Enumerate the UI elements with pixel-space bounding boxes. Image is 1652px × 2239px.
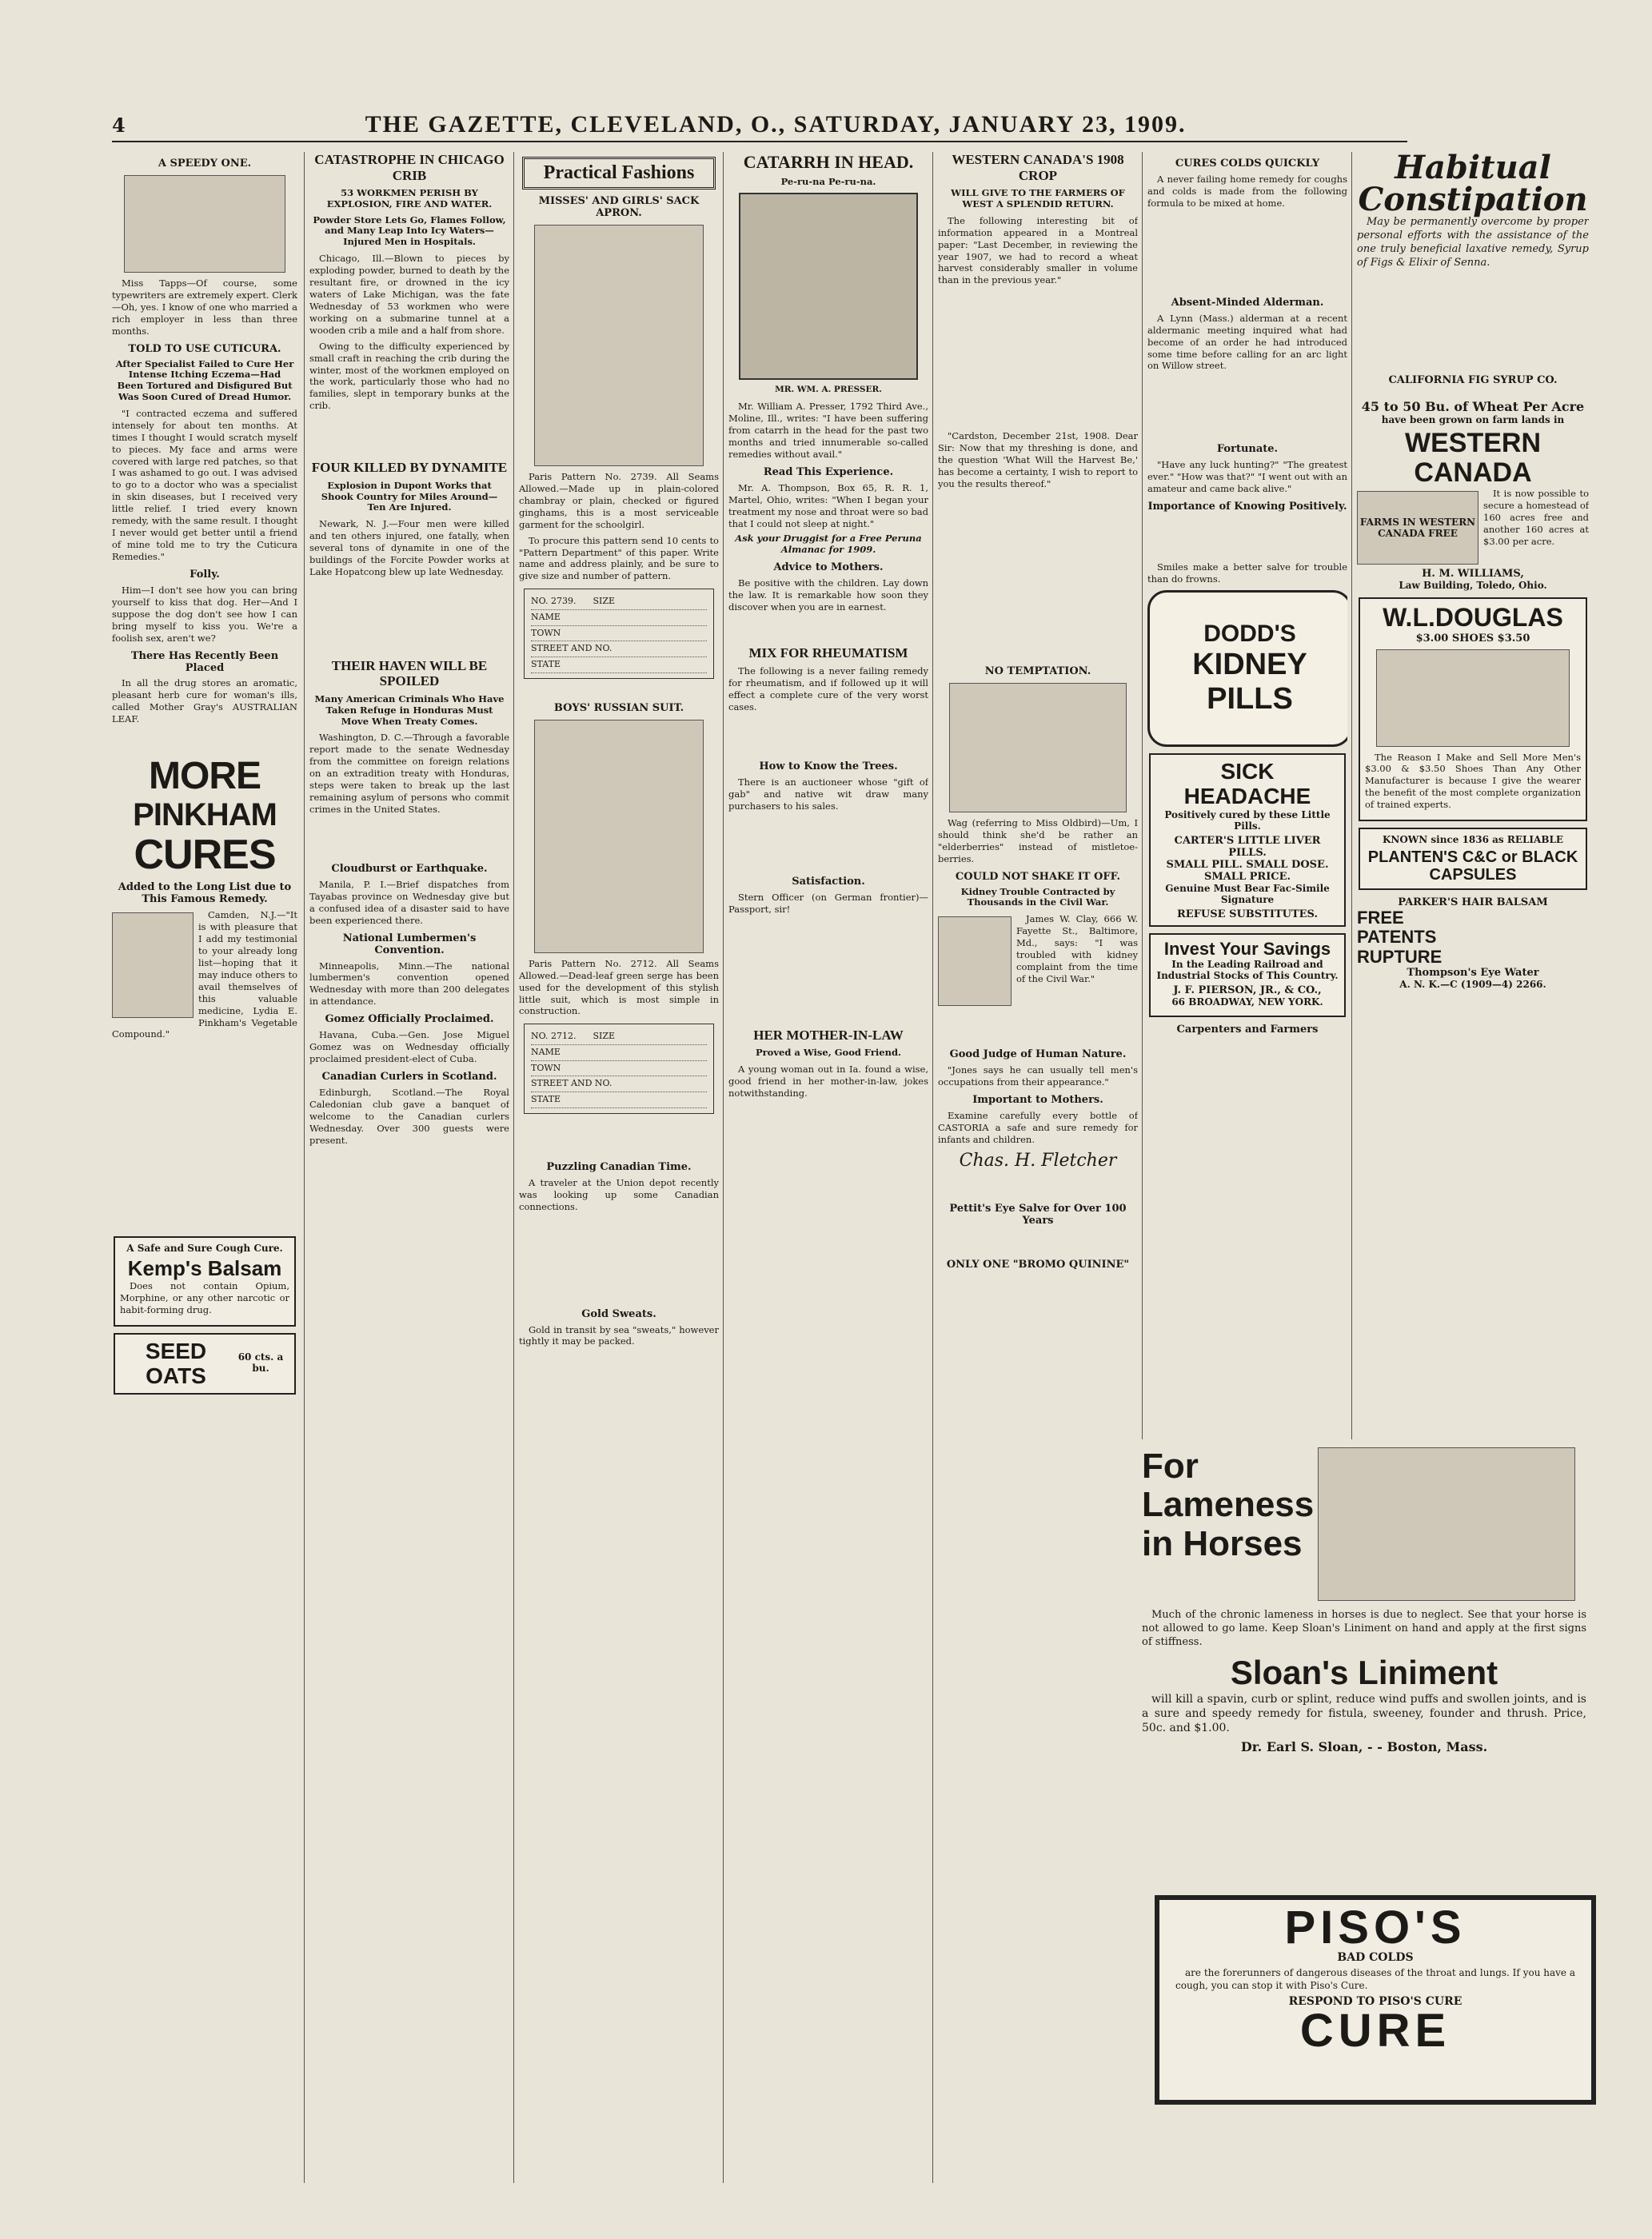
invest-title: Invest Your Savings [1163,938,1331,959]
refuse-label: REFUSE SUBSTITUTES. [1176,908,1318,920]
free-label: FREE [1357,908,1404,928]
catarrh-headline: CATARRH IN HEAD. [743,152,914,172]
apron-illustration [534,225,704,466]
presser-portrait [739,193,918,380]
trees-title: How to Know the Trees. [759,760,898,773]
coupon2-state: STATE [531,1092,707,1108]
puzzling-text: A traveler at the Union depot recently was looking up some Canadian connections. [519,1176,719,1212]
apron-order: To procure this pattern send 10 cents to "Pattern Department" of this paper. Write name and address plainly, and be sure to give size and number of pattern. [519,534,719,582]
important-mothers-text: Examine carefully every bottle of CASTORIA a safe and sure remedy for infants and children. [938,1109,1138,1145]
catastrophe-headline: CATASTROPHE IN CHICAGO CRIB [314,152,505,183]
planten-ad [1359,828,1587,890]
catastrophe-text2: Owing to the difficulty experienced by small craft in reaching the crib during the winter, most of the workmen employed on the work, particularly those who had no families, slept in temporary bunks at the crib. [309,340,509,412]
western-canada-text1: The following interesting bit of information appeared in a Montreal paper: "Last December, in reviewing the year 1907, we had to record a wheat harvest considerably smaller in volume than in the previous year." [938,214,1138,286]
constipation-title: Constipation [1358,181,1588,218]
colds-headline: CURES COLDS QUICKLY [1175,158,1320,170]
suit-title: BOYS' RUSSIAN SUIT. [553,701,684,714]
curlers-title: Canadian Curlers in Scotland. [321,1071,497,1083]
masthead-title: THE GAZETTE, CLEVELAND, O., SATURDAY, JANUARY 23, 1909. [365,111,1187,138]
kidney-title: Kidney Trouble Contracted by Thousands in the Civil War. [960,885,1115,908]
read-experience-title: Read This Experience. [763,465,894,478]
pettit-eye-salve: Pettit's Eye Salve for Over 100 Years [949,1202,1127,1227]
parkers-hair-balsam: PARKER'S HAIR BALSAM [1398,896,1548,909]
satisfaction-text: Stern Officer (on German frontier)—Passport, sir! [728,891,928,915]
coupon1-town: TOWN [531,626,707,642]
rupture-label: RUPTURE [1357,946,1443,967]
douglas-text: The Reason I Make and Sell More Men's $3.00 & $3.50 Shoes Than Any Other Manufacturer is because I give the wearer the benefit of the most complete organization of trained experts. [1365,751,1581,811]
cuticura-title: TOLD TO USE CUTICURA. [128,342,281,355]
dodds-line3: PILLS [1207,681,1293,716]
pisos-sub: BAD COLDS [1337,1951,1414,1964]
planten-lead: KNOWN since 1836 as RELIABLE [1382,834,1564,846]
pisos-respond: RESPOND TO PISO'S CURE [1288,1995,1462,2009]
catarrh-text1: Mr. William A. Presser, 1792 Third Ave., Moline, Ill., writes: "I have been suffering from catarrh in the head for the past two months and tried innumerable so-called remedies without avail." [728,401,928,460]
coupon1-street: STREET AND NO. [531,641,707,657]
puzzling-title: Puzzling Canadian Time. [546,1160,692,1173]
thompson-eye-water: Thompson's Eye Water [1407,966,1539,979]
fletcher-signature: Chas. H. Fletcher [959,1150,1117,1171]
dodds-line1: DODD'S [1203,620,1296,647]
clay-portrait [938,916,1012,1006]
mother-in-law-sub: Proved a Wise, Good Friend. [755,1047,902,1059]
pinkham-cures: CURES [134,832,276,879]
douglas-illustration [1376,649,1570,747]
pinkham-pinkham: PINKHAM [133,797,277,833]
seed-oats-price: 60 cts. a bu. [237,1351,284,1374]
pisos-text: are the forerunners of dangerous diseases of the throat and lungs. If you have a cough, you can stop it with Piso's Cure. [1175,1967,1575,1991]
satisfaction-title: Satisfaction. [792,875,865,888]
planten-title: PLANTEN'S C&C or BLACK CAPSULES [1367,848,1578,884]
coupon2-size: SIZE [593,1031,616,1042]
column-1 [112,152,297,2183]
coupon1-state: STATE [531,657,707,673]
ank-code: A. N. K.—C (1909—4) 2266. [1399,978,1546,990]
douglas-price: $3.00 SHOES $3.50 [1415,632,1530,645]
pierson-name: J. F. PIERSON, JR., & CO., [1173,984,1322,996]
office-illustration [124,175,285,273]
habitual-title: Habitual [1395,152,1551,186]
fortunate-text: "Have any luck hunting?" "The greatest ever." "How was that?" "I went out with an amateur and came back alive." [1147,459,1347,495]
spoiled-text: Washington, D. C.—Through a favorable report made to the senate Wednesday from the committee on foreign relations on an extradition treaty with Honduras, steps were taken to break up the last remaining asylum of persons who commit crimes in the United States. [309,732,509,815]
carpenters-ad: Carpenters and Farmers [1176,1023,1319,1036]
pierson-address: 66 BROADWAY, NEW YORK. [1171,996,1323,1008]
pisos-cure-ad [1155,1895,1596,2105]
spoiled-headline: THEIR HAVEN WILL BE SPOILED [331,657,488,689]
genuine-label: Genuine Must Bear Fac-Simile Signature [1165,882,1330,905]
sick-headache-text: Positively cured by these Little Pills. [1164,808,1331,832]
coupon2-name: NAME [531,1045,707,1061]
pattern-coupon-2 [524,1024,714,1113]
shake-title: COULD NOT SHAKE IT OFF. [955,870,1121,883]
carters-label: CARTER'S LITTLE LIVER PILLS. [1174,834,1321,859]
rheumatism-text: The following is a never failing remedy for rheumatism, and if followed up it will effect a complete cure of the very worst cases. [728,665,928,713]
seed-oats-ad [114,1333,296,1395]
dodds-line2: KIDNEY [1192,647,1307,681]
rheumatism-headline: MIX FOR RHEUMATISM [748,645,908,661]
douglas-ad [1359,597,1587,821]
speedy-text: Miss Tapps—Of course, some typewriters are extremely expert. Clerk—Oh, yes. I know of one who married a rich employer in less than three months. [112,277,297,337]
western-canada-headline: WESTERN CANADA'S 1908 CROP [952,152,1124,183]
judge-title: Good Judge of Human Nature. [949,1048,1127,1061]
pinkham-more: MORE [149,755,261,798]
gomez-text: Havana, Cuba.—Gen. Jose Miguel Gomez was on Wednesday officially proclaimed president-elect of Cuba. [309,1029,509,1065]
kidney-text: James W. Clay, 666 W. Fayette St., Baltimore, Md., says: "I was troubled with kidney complaint from the time of the Civil War." [1016,913,1138,984]
cloudburst-title: Cloudburst or Earthquake. [331,862,488,875]
cuticura-sub: After Specialist Failed to Cure Her Intense Itching Eczema—Had Been Tortured and Disfigured But Was Soon Cured of Dread Humor. [115,357,294,402]
sick-headache-title: SICK HEADACHE [1183,758,1311,808]
column-3 [513,152,719,2183]
mother-in-law-text: A young woman out in Ia. found a wise, good friend in her mother-in-law, jokes notwithstanding. [728,1064,928,1099]
invest-sub: In the Leading Railroad and Industrial Stocks of This Country. [1156,958,1339,981]
catastrophe-text1: Chicago, Ill.—Blown to pieces by exploding powder, burned to death by the resultant fire, or drowned in the icy waters of Lake Michigan, was the fate Wednesday of 53 workmen who were working on a submarine tunnel at a wooden crib a mile and a half from shore. [309,253,509,336]
williams-address: Law Building, Toledo, Ohio. [1399,580,1547,592]
temptation-text: Wag (referring to Miss Oldbird)—Um, I should think she'd be rather an "elderberries" instead of mistletoe-berries. [938,816,1138,864]
peruna-label: Pe-ru-na Pe-ru-na. [780,176,876,188]
folly-title: Folly. [190,568,220,581]
catastrophe-sub2: Powder Store Lets Go, Flames Follow, and Many Leap Into Icy Waters—Injured Men in Hospitals. [313,214,506,248]
speedy-title: A SPEEDY ONE. [158,158,252,170]
habitual-text: May be permanently overcome by proper personal efforts with the assistance of the one truly beneficial laxative remedy, Syrup of Figs & Elixir of Senna. [1357,216,1589,269]
sick-headache-ad [1149,753,1346,927]
coupon1-name: NAME [531,610,707,626]
mother-in-law-headline: HER MOTHER-IN-LAW [753,1027,904,1043]
western-canada-sub: WILL GIVE TO THE FARMERS OF WEST A SPLENDID RETURN. [951,187,1125,210]
coupon2-number: NO. 2712. [531,1031,577,1042]
alderman-title: Absent-Minded Alderman. [1171,296,1324,309]
folly-text: Him—I don't see how you can bring yourself to kiss that dog. Her—And I suppose the dog don't see how I can bring myself to kiss you. We're a foolish sex, aren't we? [112,584,297,644]
practical-fashions-header: Practical Fashions [522,157,716,190]
sloans-liniment-ad [1142,1447,1586,1887]
smiles-text: Smiles make a better salve for trouble than do frowns. [1147,561,1347,585]
pisos-title: PISO'S [1284,1902,1466,1954]
mothers-advice-text: Be positive with the children. Lay down the law. It is remarkable how soon they discover when you are in earnest. [728,577,928,613]
pinkham-sub: Added to the Long List due to This Famous Remedy. [118,881,292,906]
kemps-lead: A Safe and Sure Cough Cure. [126,1243,283,1255]
pinkham-portrait [112,912,194,1018]
coupon1-number: NO. 2739. [531,596,577,607]
dynamite-text: Newark, N. J.—Four men were killed and ten others injured, one fatally, when several tons of dynamite in one of the buildings of the Forcite Powder works at Lake Hopatcong blew up late Wednesday. [309,518,509,577]
lameness-title2: Lameness [1142,1485,1315,1525]
colds-text: A never failing home remedy for coughs and colds is made from the following formula to be mixed at home. [1147,173,1347,209]
gold-title: Gold Sweats. [581,1307,656,1320]
california-fig-syrup: CALIFORNIA FIG SYRUP CO. [1388,373,1558,386]
kemps-title: Kemp's Balsam [127,1256,282,1281]
small-pill-label: SMALL PILL. SMALL DOSE. SMALL PRICE. [1166,858,1329,883]
sloans-text: will kill a spavin, curb or splint, reduce wind puffs and swollen joints, and is a sure and speedy remedy for fistula, sweeney, founder and thrush. Price, 50c. and $1.00. [1142,1692,1586,1735]
lumbermen-title: National Lumbermen's Convention. [342,932,477,956]
masthead [112,109,1407,142]
cuticura-text: "I contracted eczema and suffered intensely for about ten months. At times I thought I would scratch myself to pieces. My face and arms were covered with large red patches, so that I was ashamed to go out. I was advised to go to a doctor who was a specialist in skin diseases, but I received very little relief. I tried every known remedy, with the same result. I thought I never would get better until a friend of mine told me to try the Cuticura Remedies." [112,407,297,562]
curlers-text: Edinburgh, Scotland.—The Royal Caledonian club gave a banquet of welcome to the Canadian curlers Wednesday. Over 300 guests were present. [309,1086,509,1146]
important-mothers-title: Important to Mothers. [972,1094,1103,1107]
horses-illustration [1318,1447,1575,1601]
apron-title: MISSES' AND GIRLS' SACK APRON. [538,195,700,219]
spoiled-sub: Many American Criminals Who Have Taken Refuge in Honduras Must Move When Treaty Comes. [314,692,505,727]
kemps-text: Does not contain Opium, Morphine, or any other narcotic or habit-forming drug. [120,1279,289,1315]
invest-ad [1149,933,1346,1017]
column-5 [932,152,1138,2183]
western-canada-text2: "Cardston, December 21st, 1908. Dear Sir: Now that my threshing is done, and the question 'What Will the Harvest Be,' has become a certainty, I wish to report to you the results thereof." [938,430,1138,490]
column-2 [304,152,509,2183]
lameness-title3: in Horses [1142,1523,1303,1563]
lameness-title1: For [1142,1447,1199,1486]
suit-text: Paris Pattern No. 2712. All Seams Allowed.—Dead-leaf green serge has been used for the development of this stylish little suit, which is most simple in construction. [519,957,719,1017]
placed-title: There Has Recently Been Placed [130,649,279,674]
western-canada-title: WESTERN CANADA [1405,427,1541,488]
kemps-ad [114,1236,296,1326]
dynamite-headline: FOUR KILLED BY DYNAMITE [311,460,508,476]
page-number: 4 [112,113,126,137]
placed-text: In all the drug stores an aromatic, pleasant herb cure for woman's ills, called Mother Gray's AUSTRALIAN LEAF. [112,677,297,725]
lameness-text: Much of the chronic lameness in horses is due to neglect. See that your horse is not allowed to go lame. Keep Sloan's Liniment on hand and apply at the first signs of stiffness. [1142,1609,1586,1648]
wheat-sub: have been grown on farm lands in [1381,413,1565,425]
coupon2-street: STREET AND NO. [531,1076,707,1092]
gold-text: Gold in transit by sea "sweats," however tightly it may be packed. [519,1323,719,1347]
fortunate-title: Fortunate. [1216,443,1279,456]
wheat-text: It is now possible to secure a homestead of 160 acres free and another 160 acres at $3.00 per acre. [1483,488,1589,548]
portrait-caption: MR. WM. A. PRESSER. [775,385,882,395]
temptation-title: NO TEMPTATION. [984,665,1091,677]
bromo-quinine: ONLY ONE "BROMO QUININE" [946,1258,1130,1271]
read-experience-text: Mr. A. Thompson, Box 65, R. R. 1, Martel, Ohio, writes: "When I began your treatment my nose and throat were so bad that I could not sleep at night." [728,481,928,529]
alderman-text: A Lynn (Mass.) alderman at a recent aldermanic meeting inquired what had become of an order he had introduced some time before calling for an arc light on Willow street. [1147,312,1347,372]
douglas-title: W.L.DOUGLAS [1383,603,1563,633]
cloudburst-text: Manila, P. I.—Brief dispatches from Tayabas province on Wednesday give but a confused idea of a disaster said to have been experienced there. [309,878,509,926]
apron-text: Paris Pattern No. 2739. All Seams Allowed.—Made up in plain-colored chambray or plain, checked or figured ginghams, this is a most serviceable garment for the schoolgirl. [519,470,719,530]
temptation-illustration [949,683,1127,812]
column-6 [1142,152,1347,1439]
coupon2-town: TOWN [531,1061,707,1077]
pattern-coupon-1 [524,589,714,678]
dodds-kidney-pills-ad [1147,590,1347,747]
sloan-doctor: Dr. Earl S. Sloan, - - Boston, Mass. [1240,1739,1488,1755]
sloans-title: Sloan's Liniment [1230,1653,1498,1691]
knowing-title: Importance of Knowing Positively. [1147,501,1347,513]
column-7 [1351,152,1589,1439]
suit-illustration [534,720,704,953]
williams-name: H. M. WILLIAMS, [1422,568,1524,581]
dynamite-sub: Explosion in Dupont Works that Shook Country for Miles Around—Ten Are Injured. [321,479,498,513]
judge-text: "Jones says he can usually tell men's occupations from their appearance." [938,1064,1138,1088]
gomez-title: Gomez Officially Proclaimed. [325,1013,494,1026]
wheat-lead: 45 to 50 Bu. of Wheat Per Acre [1361,398,1585,414]
lumbermen-text: Minneapolis, Minn.—The national lumbermen's convention opened Wednesday with more than 200 delegates in attendance. [309,960,509,1008]
pinkham-text: Camden, N.J.—"It is with pleasure that I add my testimonial to your already long list—hoping that it may induce others to avail themselves of this valuable medicine, Lydia E. Pinkham's Vegetable Compound." [112,909,297,1040]
pisos-cure: CURE [1299,2005,1451,2057]
mothers-advice-title: Advice to Mothers. [773,561,884,574]
farms-badge: FARMS IN WESTERN CANADA FREE [1357,491,1478,565]
trees-text: There is an auctioneer whose "gift of gab" and native wit draw many purchasers to his sales. [728,776,928,812]
coupon1-size: SIZE [593,596,616,607]
peruna-almanac: Ask your Druggist for a Free Peruna Almanac for 1909. [735,533,922,556]
seed-oats-title: SEED OATS [145,1338,207,1388]
catastrophe-sub: 53 WORKMEN PERISH BY EXPLOSION, FIRE AND WATER. [326,187,493,210]
column-4 [723,152,928,2183]
patents-label: PATENTS [1357,927,1437,948]
